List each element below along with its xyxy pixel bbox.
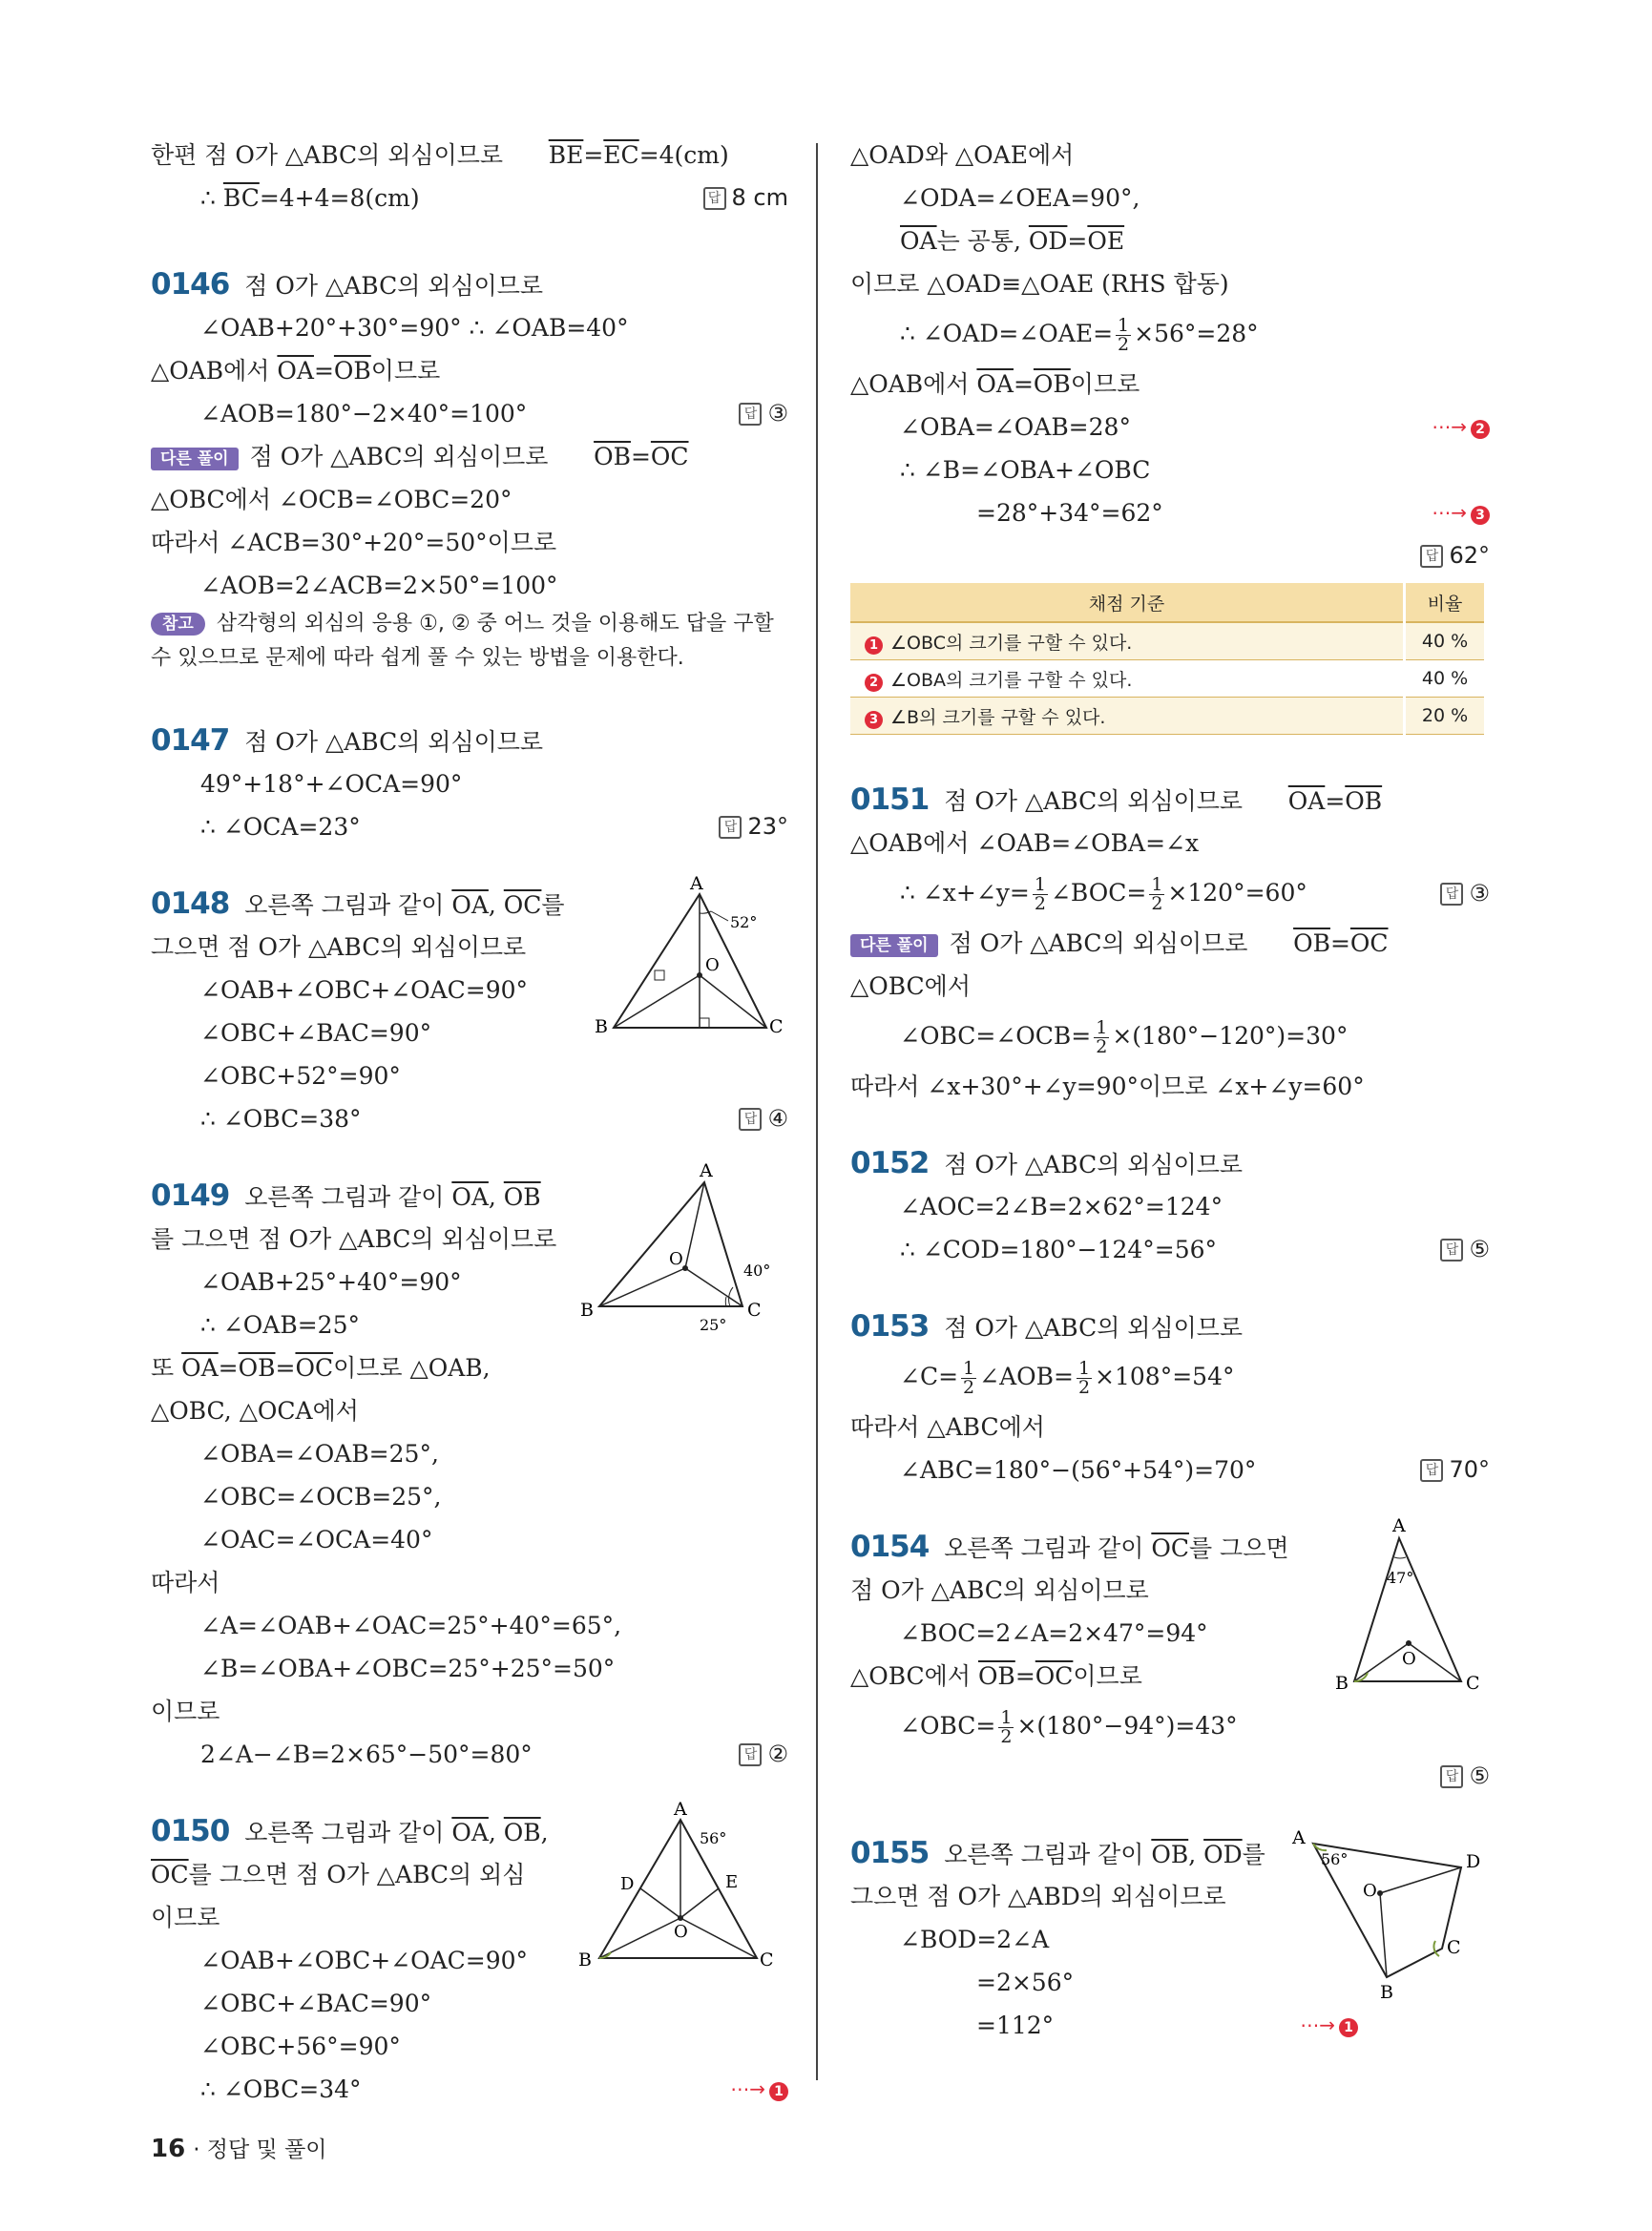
problem-0146-alt-2: △OBC에서 ∠OCB=∠OBC=20° — [151, 486, 512, 513]
problem-0149-line-3: ∠OAB+25°+40°=90° — [200, 1268, 462, 1296]
problem-0146-line-3: △OAB에서 $\overline{OA}=\overline{OB}$이므로 — [151, 357, 441, 385]
problem-0148-line-2: 그으면 점 O가 △ABC의 외심이므로 — [151, 933, 527, 961]
problem-0149-line-9: ∠OAC=∠OCA=40° — [200, 1526, 433, 1553]
problem-0152-line-3: ∴ ∠COD=180°−124°=56° 답 ⑤ — [850, 1228, 1490, 1271]
vertex-b: B — [1335, 1673, 1349, 1694]
angle-label: 56° — [1321, 1850, 1349, 1868]
problem-0150-cont-line-7: ∠OBA=∠OAB=28° ⋯→ 2 — [850, 406, 1490, 448]
column-divider — [816, 143, 818, 2080]
angle-label-40: 40° — [743, 1261, 771, 1280]
problem-0150-cont-line-3: $\overline{OA}$는 공통, $\overline{OD}=\overline{OE}$ — [900, 227, 1125, 255]
problem-0148-line-5: ∠OBC+52°=90° — [200, 1062, 401, 1090]
answer-box: 답 ⑤ — [1440, 1755, 1490, 1798]
problem-0150 — [151, 1799, 788, 2111]
problem-0152-line-2: ∠AOC=2∠B=2×62°=124° — [900, 1193, 1223, 1220]
answer-icon: 답 — [739, 1108, 762, 1131]
problem-0146-alt-3: 따라서 ∠ACB=30°+20°=50°이므로 — [151, 529, 557, 556]
problem-0151-alt-3: ∠OBC=∠OCB= $\frac{1}{2}$ ×(180°−120°)=30° — [900, 1017, 1349, 1057]
vertex-b: B — [580, 1300, 594, 1321]
problem-0150-line-7: ∴ ∠OBC=34° ⋯→ 1 — [151, 2068, 788, 2111]
vertex-c: C — [760, 1950, 774, 1970]
answer-icon: 답 — [703, 187, 726, 210]
vertex-b: B — [595, 1016, 608, 1037]
problem-0151-line-3: ∴ ∠x+∠y= $\frac{1}{2}$ ∠BOC= $\frac{1}{2}$ ×120°=60° 답 ③ — [850, 865, 1490, 922]
vertex-b: B — [578, 1950, 592, 1970]
problem-0151-line-1: 0151 점 O가 △ABC의 외심이므로 $\overline{OA}=\overline{OB}$ — [850, 782, 1383, 817]
problem-0155-line-1: 0155 오른쪽 그림과 같이 $\overline{OB}$, $\overline{OD}$를 — [850, 1836, 1265, 1870]
problem-0151-alt-1: 다른 풀이 점 O가 △ABC의 외심이므로 $\overline{OB}=\overline{OC}$ — [850, 922, 1490, 965]
table-row: 2 ∠OBA의 크기를 구할 수 있다. 40 % — [850, 660, 1484, 698]
problem-0149-line-8: ∠OBC=∠OCB=25°, — [200, 1483, 442, 1511]
problem-0149-line-5: 또 $\overline{OA}=\overline{OB}=\overline{OC}$이므로 △OAB, — [151, 1354, 491, 1382]
answer-box: 답 ③ — [739, 392, 788, 435]
alt-solution-tag: 다른 풀이 — [151, 448, 239, 470]
page-number: 16 — [151, 2135, 186, 2163]
problem-0150-cont-line-6: △OAB에서 $\overline{OA}=\overline{OB}$이므로 — [850, 370, 1140, 398]
problem-0155-line-2: 그으면 점 O가 △ABD의 외심이므로 — [850, 1883, 1226, 1910]
vertex-d: D — [1466, 1851, 1481, 1872]
intro-line-1: 한편 점 O가 △ABC의 외심이므로 $\overline{BE}=\overline{EC}=4(cm)$ — [151, 141, 729, 169]
problem-0147-line-1: 0147 점 O가 △ABC의 외심이므로 — [151, 723, 544, 758]
scoring-mark: ⋯→ 2 — [1432, 406, 1490, 448]
fraction: $\frac{1}{2}$ — [1034, 874, 1046, 914]
answer-box: 답 70° — [1420, 1449, 1490, 1491]
problem-0150-cont-line-9: =28°+34°=62° ⋯→ 3 — [850, 491, 1490, 534]
problem-0149-line-13: 이므로 — [151, 1698, 220, 1725]
fraction: $\frac{1}{2}$ — [1151, 874, 1163, 914]
intro-line-2: ∴ $\overline{BC}=4+4=8(cm)$ 답 8 cm — [151, 177, 788, 219]
problem-0148-line-1: 0148 오른쪽 그림과 같이 $\overline{OA}$, $\overline{OC}$를 — [151, 886, 565, 921]
figure-0155 — [1285, 1824, 1490, 2006]
problem-number: 0152 — [850, 1146, 930, 1180]
note-tag: 참고 — [151, 613, 205, 636]
center-o: O — [669, 1249, 683, 1269]
problem-0146-alt-1: 다른 풀이 점 O가 △ABC의 외심이므로 $\overline{OB}=\overline{OC}$ — [151, 435, 788, 478]
problem-0146-line-2: ∠OAB+20°+30°=90° ∴ ∠OAB=40° — [200, 314, 629, 342]
problem-0149-line-4: ∴ ∠OAB=25° — [200, 1311, 360, 1339]
scoring-header-criteria: 채점 기준 — [850, 583, 1405, 622]
problem-number: 0154 — [850, 1530, 930, 1564]
figure-0149 — [575, 1163, 790, 1345]
vertex-d: D — [620, 1874, 635, 1894]
problem-0154 — [850, 1515, 1490, 1798]
fraction: $\frac{1}{2}$ — [963, 1358, 975, 1398]
answer-icon: 답 — [1420, 545, 1443, 568]
vertex-a: A — [700, 1163, 713, 1181]
vertex-a: A — [1392, 1515, 1406, 1536]
figure-0150 — [571, 1796, 785, 1987]
scoring-mark: ⋯→ 1 — [1300, 2004, 1358, 2047]
problem-0147-line-3: ∴ ∠OCA=23° 답 23° — [151, 805, 788, 848]
problem-0153-line-1: 0153 점 O가 △ABC의 외심이므로 — [850, 1309, 1244, 1344]
vertex-c: C — [769, 1016, 784, 1037]
problem-0146-note: 참고 삼각형의 외심의 응용 ①, ② 중 어느 것을 이용해도 답을 구할 수 있으므로 문제에 따라 쉽게 풀 수 있는 방법을 이용한다. — [151, 612, 774, 670]
problem-number: 0148 — [151, 886, 230, 921]
center-o: O — [674, 1922, 688, 1942]
center-o: O — [1363, 1881, 1377, 1901]
problem-number: 0151 — [850, 782, 930, 817]
scoring-table — [850, 583, 1484, 735]
scoring-mark: ⋯→ 3 — [1432, 491, 1490, 534]
answer-box: 답 ⑤ — [1440, 1228, 1490, 1271]
answer-box: 답 ③ — [1440, 865, 1490, 922]
figure-0148 — [595, 875, 785, 1047]
left-column — [151, 134, 788, 2111]
problem-0150-cont-line-8: ∴ ∠B=∠OBA+∠OBC — [900, 456, 1151, 484]
fraction: $\frac{1}{2}$ — [1000, 1707, 1013, 1747]
answer-icon: 답 — [739, 1743, 762, 1766]
problem-0149-line-10: 따라서 — [151, 1569, 220, 1596]
problem-0150-cont-line-4: 이므로 △OAD≡△OAE (RHS 합동) — [850, 270, 1229, 298]
angle-label: 52° — [730, 913, 758, 931]
problem-0154-line-5: ∠OBC= $\frac{1}{2}$ ×(180°−94°)=43° — [900, 1707, 1238, 1747]
problem-0154-line-4: △OBC에서 $\overline{OB}=\overline{OC}$이므로 — [850, 1662, 1142, 1690]
answer-icon: 답 — [1420, 1459, 1443, 1482]
problem-0154-line-3: ∠BOC=2∠A=2×47°=94° — [900, 1619, 1208, 1647]
fraction: $\frac{1}{2}$ — [1118, 315, 1130, 355]
problem-number: 0147 — [151, 723, 230, 758]
problem-0147-line-2: 49°+18°+∠OCA=90° — [200, 770, 463, 798]
vertex-a: A — [690, 875, 703, 894]
problem-0148 — [151, 875, 788, 1140]
problem-0148-line-6: ∴ ∠OBC=38° 답 ④ — [151, 1097, 788, 1140]
problem-0150-line-1: 0150 오른쪽 그림과 같이 $\overline{OA}$, $\overline{OB}$, — [151, 1814, 549, 1848]
problem-0153-line-3: 따라서 △ABC에서 — [850, 1413, 1045, 1441]
answer-box: 답 ④ — [739, 1097, 788, 1140]
answer-box: 답 62° — [1420, 534, 1490, 577]
problem-0153-line-2: ∠C= $\frac{1}{2}$ ∠AOB= $\frac{1}{2}$ ×108°=54° — [900, 1358, 1235, 1398]
problem-0146-alt-4: ∠AOB=2∠ACB=2×50°=100° — [200, 572, 558, 599]
problem-0151-alt-4: 따라서 ∠x+30°+∠y=90°이므로 ∠x+∠y=60° — [850, 1073, 1365, 1100]
problem-number: 0150 — [151, 1814, 230, 1848]
answer-icon: 답 — [1440, 883, 1463, 906]
problem-0151-alt-2: △OBC에서 — [850, 972, 971, 1000]
problem-0146-line-4: ∠AOB=180°−2×40°=100° 답 ③ — [151, 392, 788, 435]
problem-0150-cont-line-1: △OAD와 △OAE에서 — [850, 141, 1075, 169]
problem-number: 0153 — [850, 1309, 930, 1344]
vertex-a: A — [674, 1799, 687, 1820]
problem-0150-cont-line-2: ∠ODA=∠OEA=90°, — [900, 184, 1140, 212]
vertex-c: C — [1447, 1937, 1461, 1958]
answer-icon: 답 — [1440, 1239, 1463, 1261]
problem-0146-line-1: 0146 점 O가 △ABC의 외심이므로 — [151, 267, 544, 302]
problem-0154-answer — [850, 1755, 1490, 1798]
problem-number: 0146 — [151, 267, 230, 302]
problem-0149 — [151, 1163, 788, 1776]
problem-0154-line-1: 0154 오른쪽 그림과 같이 $\overline{OC}$를 그으면 — [850, 1530, 1289, 1564]
problem-0149-line-2: 를 그으면 점 O가 △ABC의 외심이므로 — [151, 1225, 557, 1253]
problem-0152-line-1: 0152 점 O가 △ABC의 외심이므로 — [850, 1146, 1244, 1180]
table-row: 1 ∠OBC의 크기를 구할 수 있다. 40 % — [850, 622, 1484, 660]
answer-box: 답 23° — [719, 805, 788, 848]
problem-0150-cont-line-5: ∴ ∠OAD=∠OAE= $\frac{1}{2}$ ×56°=28° — [900, 315, 1259, 355]
vertex-b: B — [1380, 1982, 1393, 2003]
vertex-e: E — [725, 1872, 739, 1892]
page-footer — [151, 2132, 327, 2163]
scoring-header-ratio: 비율 — [1405, 583, 1485, 622]
answer-icon: 답 — [739, 403, 762, 426]
problem-0149-line-12: ∠B=∠OBA+∠OBC=25°+25°=50° — [200, 1655, 616, 1682]
footer-title: · 정답 및 풀이 — [193, 2137, 327, 2162]
angle-label: 56° — [700, 1829, 727, 1847]
problem-0151-line-2: △OAB에서 ∠OAB=∠OBA=∠x — [850, 829, 1200, 857]
problem-0154-line-2: 점 O가 △ABC의 외심이므로 — [850, 1576, 1149, 1604]
problem-0150-line-3: 이므로 — [151, 1904, 220, 1931]
problem-0149-line-7: ∠OBA=∠OAB=25°, — [200, 1440, 439, 1468]
answer-box: 답 ② — [739, 1733, 788, 1776]
vertex-c: C — [1466, 1673, 1480, 1694]
fraction: $\frac{1}{2}$ — [1077, 1358, 1091, 1398]
problem-0150-line-2: $\overline{OC}$를 그으면 점 O가 △ABC의 외심 — [151, 1861, 526, 1888]
problem-0148-line-3: ∠OAB+∠OBC+∠OAC=90° — [200, 976, 529, 1004]
center-o: O — [705, 955, 720, 975]
answer-icon: 답 — [1440, 1765, 1463, 1788]
problem-0149-line-14: 2∠A−∠B=2×65°−50°=80° 답 ② — [151, 1733, 788, 1776]
vertex-c: C — [747, 1300, 762, 1321]
problem-0153-line-4: ∠ABC=180°−(56°+54°)=70° 답 70° — [850, 1449, 1490, 1491]
problem-0150-cont-answer — [850, 534, 1490, 577]
problem-0148-line-4: ∠OBC+∠BAC=90° — [200, 1019, 432, 1047]
problem-0155-line-3: ∠BOD=2∠A — [900, 1926, 1050, 1953]
figure-0154 — [1318, 1514, 1490, 1705]
problem-0155-line-4: =2×56° — [976, 1969, 1075, 1996]
vertex-a: A — [1292, 1827, 1306, 1848]
right-column — [850, 134, 1490, 2047]
problem-0155 — [850, 1827, 1490, 2047]
problem-0150-line-4: ∠OAB+∠OBC+∠OAC=90° — [200, 1947, 529, 1974]
problem-0149-line-11: ∠A=∠OAB+∠OAC=25°+40°=65°, — [200, 1612, 622, 1639]
center-o: O — [1402, 1649, 1416, 1669]
problem-0150-line-6: ∠OBC+56°=90° — [200, 2033, 401, 2060]
problem-0150-line-5: ∠OBC+∠BAC=90° — [200, 1990, 432, 2017]
angle-label: 47° — [1387, 1569, 1414, 1587]
alt-solution-tag: 다른 풀이 — [850, 934, 938, 957]
problem-0155-line-5: =112° ⋯→ 1 — [850, 2004, 1358, 2047]
problem-number: 0149 — [151, 1178, 230, 1213]
problem-0149-line-1: 0149 오른쪽 그림과 같이 $\overline{OA}$, $\overline{OB}$ — [151, 1178, 541, 1213]
angle-label-25: 25° — [700, 1316, 727, 1334]
problem-0149-line-6: △OBC, △OCA에서 — [151, 1397, 359, 1425]
answer-box: 답 8 cm — [703, 177, 788, 219]
fraction: $\frac{1}{2}$ — [1096, 1017, 1108, 1057]
problem-number: 0155 — [850, 1836, 930, 1870]
answer-icon: 답 — [719, 816, 742, 839]
scoring-mark: ⋯→ 1 — [730, 2068, 788, 2111]
table-row: 3 ∠B의 크기를 구할 수 있다. 20 % — [850, 698, 1484, 735]
